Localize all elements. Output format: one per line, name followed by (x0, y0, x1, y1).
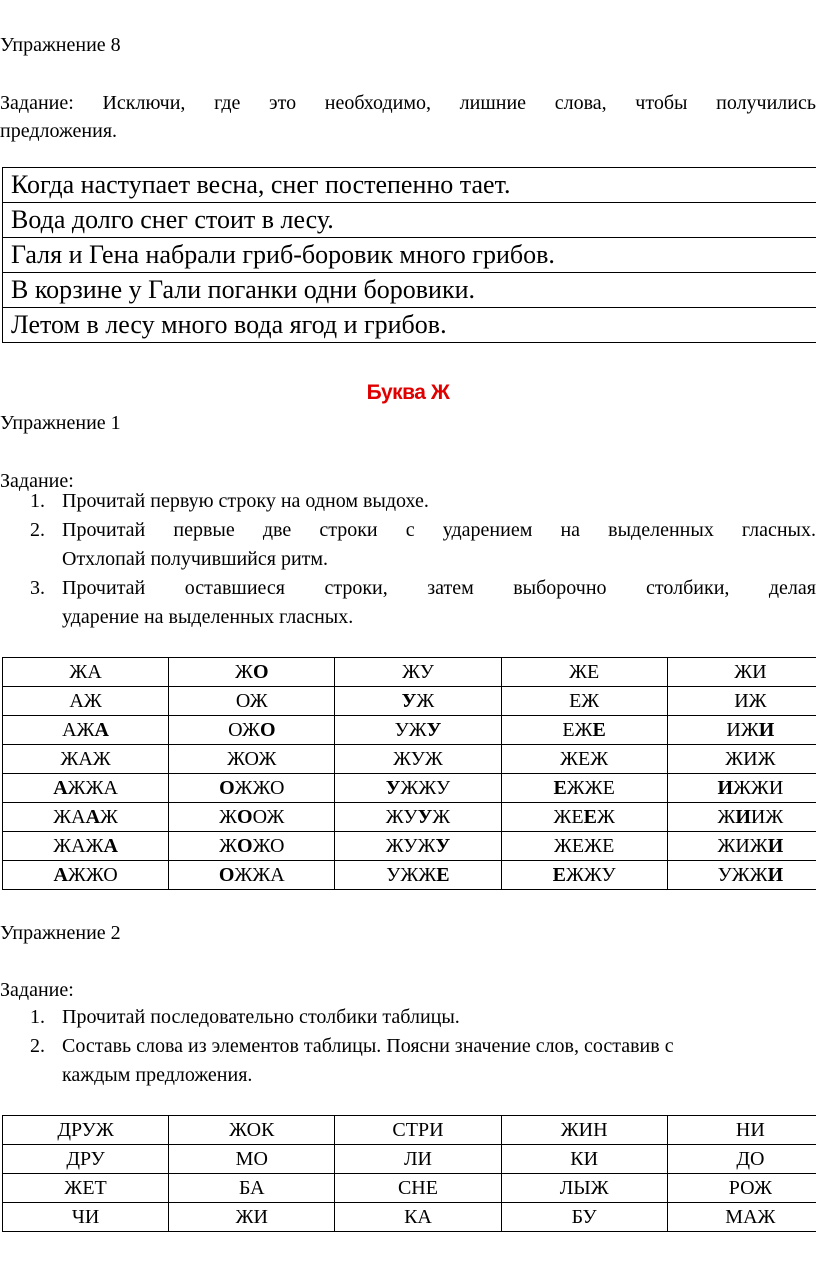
table-row (3, 1145, 816, 1174)
syllable-text: ОЖ (252, 806, 285, 828)
table-cell (3, 861, 169, 890)
table-cell (335, 803, 501, 832)
stressed-vowel: А (103, 835, 118, 857)
syllable-text: ЖИЖ (725, 748, 776, 770)
table-cell (335, 716, 501, 745)
table-cell (501, 861, 667, 890)
table-cell (3, 658, 169, 687)
syllable-text: Ж (235, 661, 253, 683)
list-number: 2. (30, 1035, 45, 1057)
table-cell (667, 774, 816, 803)
table-row (3, 745, 816, 774)
table-cell: ДРУ (3, 1145, 169, 1174)
table-cell: ЧИ (3, 1203, 169, 1232)
list-item-text: Составь слова из элементов таблицы. Поясни значение слов, составив с (62, 1035, 674, 1057)
syllable-text: УЖ (394, 719, 427, 741)
syllable-text: ЖУ (385, 806, 418, 828)
stressed-vowel: И (717, 777, 733, 799)
syllable-text: ЖЖУ (565, 864, 616, 886)
table-row (3, 774, 816, 803)
syllable-text: ЖЖИ (733, 777, 784, 799)
syllable-table (2, 657, 816, 890)
syllable-text: ЖЕ (569, 661, 600, 683)
table-cell (501, 687, 667, 716)
table-cell (169, 861, 335, 890)
sentence-row: В корзине у Гали поганки одни боровики. (3, 273, 816, 308)
stressed-vowel: А (53, 864, 68, 886)
table-cell: МАЖ (667, 1203, 816, 1232)
table-cell: ЛИ (335, 1145, 501, 1174)
sentence-row: Вода долго снег стоит в лесу. (3, 203, 816, 238)
syllable-text: ОЖ (228, 719, 260, 741)
table-cell (169, 716, 335, 745)
exercise2-task-label: Задание: (0, 979, 74, 1001)
table-cell (169, 687, 335, 716)
table-cell: БУ (501, 1203, 667, 1232)
syllable-text: ЖОЖ (227, 748, 277, 770)
syllable-text: УЖЖ (386, 864, 437, 886)
syllable-text: ИЖ (726, 719, 759, 741)
stressed-vowel: А (53, 777, 68, 799)
sentence-row: Летом в лесу много вода ягод и грибов. (3, 308, 816, 343)
stressed-vowel: И (767, 864, 784, 886)
syllable-text: ЖУЖ (385, 835, 436, 857)
list-item-text: Прочитай первые две строки с ударением на выделенных гласных. (62, 519, 816, 541)
table-cell (3, 687, 169, 716)
table-cell (501, 803, 667, 832)
list-number: 1. (30, 490, 45, 512)
table-cell: ЖЕТ (3, 1174, 169, 1203)
list-item-text: ударение на выделенных гласных. (62, 606, 354, 628)
table-cell: ЖОК (169, 1116, 335, 1145)
syllable-text: ЖЖА (67, 777, 118, 799)
table-cell (667, 687, 816, 716)
section-title: Буква Ж (366, 381, 450, 404)
stressed-vowel: Е (552, 864, 566, 886)
syllable-text: АЖ (62, 719, 95, 741)
table-cell (335, 861, 501, 890)
stressed-vowel: У (435, 835, 451, 857)
stressed-vowel: У (417, 806, 433, 828)
syllable-text: ЕЖ (562, 719, 593, 741)
syllable-text: ЖА (69, 661, 102, 683)
list-item (0, 574, 816, 632)
table-row (3, 1174, 816, 1203)
table-cell: ДРУЖ (3, 1116, 169, 1145)
list-item (0, 487, 816, 516)
table-cell (335, 832, 501, 861)
stressed-vowel: Е (436, 864, 450, 886)
syllable-text: ЖУЖ (393, 748, 443, 770)
stressed-vowel: О (252, 661, 269, 683)
table-cell: РОЖ (667, 1174, 816, 1203)
syllable-text: ЖА (53, 806, 86, 828)
syllable-text: Ж (416, 690, 435, 712)
stressed-vowel: И (767, 835, 784, 857)
syllable-text: ЖАЖ (60, 748, 111, 770)
table-cell: ЖИ (169, 1203, 335, 1232)
table-row (3, 832, 816, 861)
stressed-vowel: О (237, 835, 253, 857)
syllable-text: ЕЖ (569, 690, 600, 712)
table-cell: СНЕ (335, 1174, 501, 1203)
table-cell (3, 803, 169, 832)
list-item-text: Отхлопай получившийся ритм. (62, 548, 329, 570)
table-cell (3, 774, 169, 803)
list-number: 2. (30, 519, 45, 541)
stressed-vowel: Е (553, 777, 567, 799)
exercise2-heading: Упражнение 2 (0, 922, 121, 944)
table-cell: КИ (501, 1145, 667, 1174)
table-cell (169, 658, 335, 687)
sentence-row: Когда наступает весна, снег постепенно тает. (3, 168, 816, 203)
list-item-text: Прочитай оставшиеся строки, затем выборочно столбики, делая (62, 577, 816, 599)
stressed-vowel: О (259, 719, 276, 741)
list-item (0, 516, 816, 574)
list-item-text: Прочитай последовательно столбики таблицы. (62, 1006, 460, 1028)
table-cell: КА (335, 1203, 501, 1232)
sentences-table (2, 167, 816, 343)
syllable-text: Ж (717, 806, 736, 828)
syllable-text: УЖЖ (717, 864, 768, 886)
syllable-text: ИЖ (750, 806, 784, 828)
table-cell (667, 803, 816, 832)
table-cell (501, 716, 667, 745)
exercise8-task-line1: Задание: Исключи, где это необходимо, лишние слова, чтобы получились (0, 92, 816, 114)
stressed-vowel: Е (583, 806, 597, 828)
syllable-text: ЖАЖ (53, 835, 104, 857)
table-cell (169, 832, 335, 861)
syllable-text: ЖИ (734, 661, 767, 683)
stressed-vowel: О (219, 777, 235, 799)
stressed-vowel: У (385, 777, 401, 799)
table-cell (667, 658, 816, 687)
list-item-text: Прочитай первую строку на одном выдохе. (62, 490, 429, 512)
syllable-text: ЖИЖ (717, 835, 768, 857)
table-cell: ДО (667, 1145, 816, 1174)
syllable-text: Ж (100, 806, 118, 828)
stressed-vowel: А (85, 806, 101, 828)
stressed-vowel: У (426, 719, 442, 741)
table-row (3, 803, 816, 832)
stressed-vowel: Е (592, 719, 606, 741)
table-cell (335, 658, 501, 687)
table-cell: ЖИН (501, 1116, 667, 1145)
table-cell: МО (169, 1145, 335, 1174)
syllable-text: ЖЕЖ (560, 748, 609, 770)
list-number: 3. (30, 577, 45, 599)
syllable-text: Ж (219, 806, 238, 828)
table-cell (169, 803, 335, 832)
syllable-text: ЖЕЖЕ (554, 835, 615, 857)
table-cell: ЛЫЖ (501, 1174, 667, 1203)
syllable-text: ЖЖО (67, 864, 118, 886)
syllable-text: ЖЖА (234, 864, 285, 886)
table-cell (169, 774, 335, 803)
stressed-vowel: У (401, 690, 417, 712)
stressed-vowel: И (758, 719, 775, 741)
table-cell (501, 774, 667, 803)
table-cell: СТРИ (335, 1116, 501, 1145)
syllable-text: ЖЖУ (400, 777, 451, 799)
table-cell (667, 861, 816, 890)
list-item (0, 1003, 816, 1032)
syllable-text: ЖУ (402, 661, 434, 683)
table-cell: БА (169, 1174, 335, 1203)
table-row (3, 861, 816, 890)
syllable-text: Ж (219, 835, 238, 857)
stressed-vowel: О (237, 806, 253, 828)
table-cell (3, 716, 169, 745)
table-cell (169, 745, 335, 774)
exercise8-task-line2: предложения. (0, 120, 118, 142)
syllable-text: ЖЖЕ (566, 777, 615, 799)
syllable-text: ЖЕ (553, 806, 584, 828)
table-cell (501, 658, 667, 687)
syllable-text: ЖЖО (234, 777, 285, 799)
exercise1-task-list (0, 487, 816, 632)
table-cell (667, 832, 816, 861)
table-cell (335, 687, 501, 716)
stressed-vowel: А (94, 719, 109, 741)
table-row (3, 658, 816, 687)
table-row (3, 687, 816, 716)
table-cell (335, 774, 501, 803)
list-item-text: каждым предложения. (62, 1064, 253, 1086)
list-number: 1. (30, 1006, 45, 1028)
sentence-row: Галя и Гена набрали гриб-боровик много грибов. (3, 238, 816, 273)
stressed-vowel: И (735, 806, 751, 828)
syllable-text: ЖО (252, 835, 285, 857)
stressed-vowel: О (218, 864, 235, 886)
exercise8-heading: Упражнение 8 (0, 34, 121, 56)
table-cell (501, 745, 667, 774)
table-row (3, 716, 816, 745)
table-cell: НИ (667, 1116, 816, 1145)
table-row (3, 1203, 816, 1232)
exercise1-heading: Упражнение 1 (0, 412, 121, 434)
table-row (3, 1116, 816, 1145)
table-cell (3, 745, 169, 774)
table-cell (501, 832, 667, 861)
table-cell (335, 745, 501, 774)
table-cell (667, 745, 816, 774)
exercise1-task-label: Задание: (0, 470, 74, 492)
syllable-text: Ж (596, 806, 615, 828)
syllable-text: ИЖ (734, 690, 767, 712)
table-cell (667, 716, 816, 745)
list-item (0, 1032, 816, 1090)
syllable-text: АЖ (69, 690, 102, 712)
table-cell (3, 832, 169, 861)
word-parts-table (2, 1115, 816, 1232)
exercise2-task-list (0, 1003, 816, 1090)
syllable-text: Ж (432, 806, 451, 828)
syllable-text: ОЖ (235, 690, 268, 712)
